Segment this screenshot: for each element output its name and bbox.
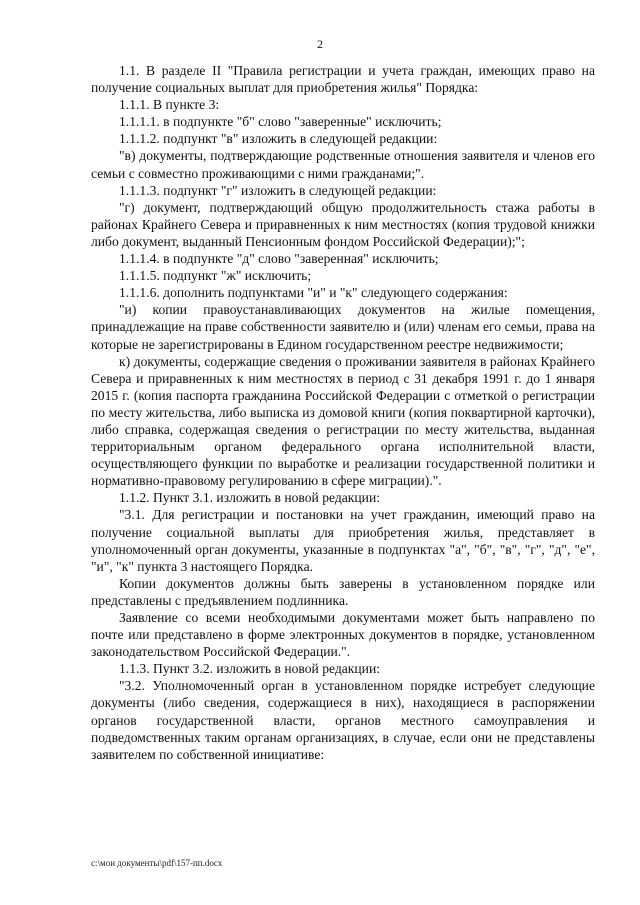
paragraph-subitem-k: к) документы, содержащие сведения о проживании заявителя в районах Крайнего Севера и приравненных к ним местностях в период с 31 декабря 1991 г. до 1 января 2015 г. (копия паспорта гражданина Российской Федерации с отметкой о регистрации по месту жительства, либо выписка из домовой книги (копия поквартирной карточки), либо справка, содержащая сведения о регистрации по месту жительства, выданная территориальным органом федерального органа исполнительной власти, осуществляющего функции по выработке и реализации государственной политики и нормативно-правовому регулированию в сфере миграции).". [91,353,595,489]
paragraph-1-1-1-3: 1.1.1.3. подпункт "г" изложить в следующей редакции: [119,182,437,198]
paragraph-subitem-g: "г) документ, подтверждающий общую продолжительность стажа работы в районах Крайнего Севера и приравненных к ним местностях (копия трудовой книжки либо документ, выданный Пенсионным фондом Российской Федерации);"; [91,199,595,249]
paragraph-3-1: "3.1. Для регистрации и постановки на учет гражданин, имеющий право на получение социальной выплаты для приобретения жилья, представляет в уполномоченный орган документы, указанные в подпунктах "а", "б", "в", "г", "д", "е", "и", "к" пункта 3 настоящего Порядка. [91,507,595,574]
paragraph-1-1: 1.1. В разделе II "Правила регистрации и учета граждан, имеющих право на получение социальных выплат для приобретения жилья" Порядка: [91,63,595,96]
paragraph-1-1-1-2: 1.1.1.2. подпункт "в" изложить в следующей редакции: [119,131,438,147]
paragraph-1-1-1-4: 1.1.1.4. в подпункте "д" слово "заверенная" исключить; [119,251,439,267]
paragraph-application: Заявление со всеми необходимыми документами может быть направлено по почте или представлено в форме электронных документов в порядке, установленном законодательством Российской Федерации.". [91,610,595,660]
paragraph-subitem-i: "и) копии правоустанавливающих документов на жилые помещения, принадлежащие на праве собственности заявителю и (или) членам его семьи, права на которые не зарегистрированы в Едином государственном реестре недвижимости; [91,302,595,352]
paragraph-1-1-1-1: 1.1.1.1. в подпункте "б" слово "заверенные" исключить; [119,114,442,130]
paragraph-1-1-1: 1.1.1. В пункте 3: [119,97,220,113]
paragraph-1-1-1-6: 1.1.1.6. дополнить подпунктами "и" и "к" следующего содержания: [119,285,508,301]
paragraph-3-2: "3.2. Уполномоченный орган в установленном порядке истребует следующие документы (либо сведения, содержащиеся в них), находящиеся в распоряжении органов государственной власти, органов местного самоуправления и подведомственных таким органам организациях, в случае, если они не представлены заявителем по собственной инициативе: [91,678,595,762]
paragraph-1-1-1-5: 1.1.1.5. подпункт "ж" исключить; [119,268,312,284]
paragraph-1-1-2: 1.1.2. Пункт 3.1. изложить в новой редакции: [119,490,381,506]
paragraph-copies: Копии документов должны быть заверены в установленном порядке или представлены с предъявлением подлинника. [91,575,595,608]
page-number: 2 [317,37,323,51]
document-body [91,62,595,763]
paragraph-1-1-3: 1.1.3. Пункт 3.2. изложить в новой редакции: [119,661,381,677]
footer-file-path: c:\мои документы\pdf\157-пп.docx [91,858,223,868]
paragraph-subitem-v: "в) документы, подтверждающие родственные отношения заявителя и членов его семьи с совместно проживающими с ними гражданами;". [91,148,595,181]
